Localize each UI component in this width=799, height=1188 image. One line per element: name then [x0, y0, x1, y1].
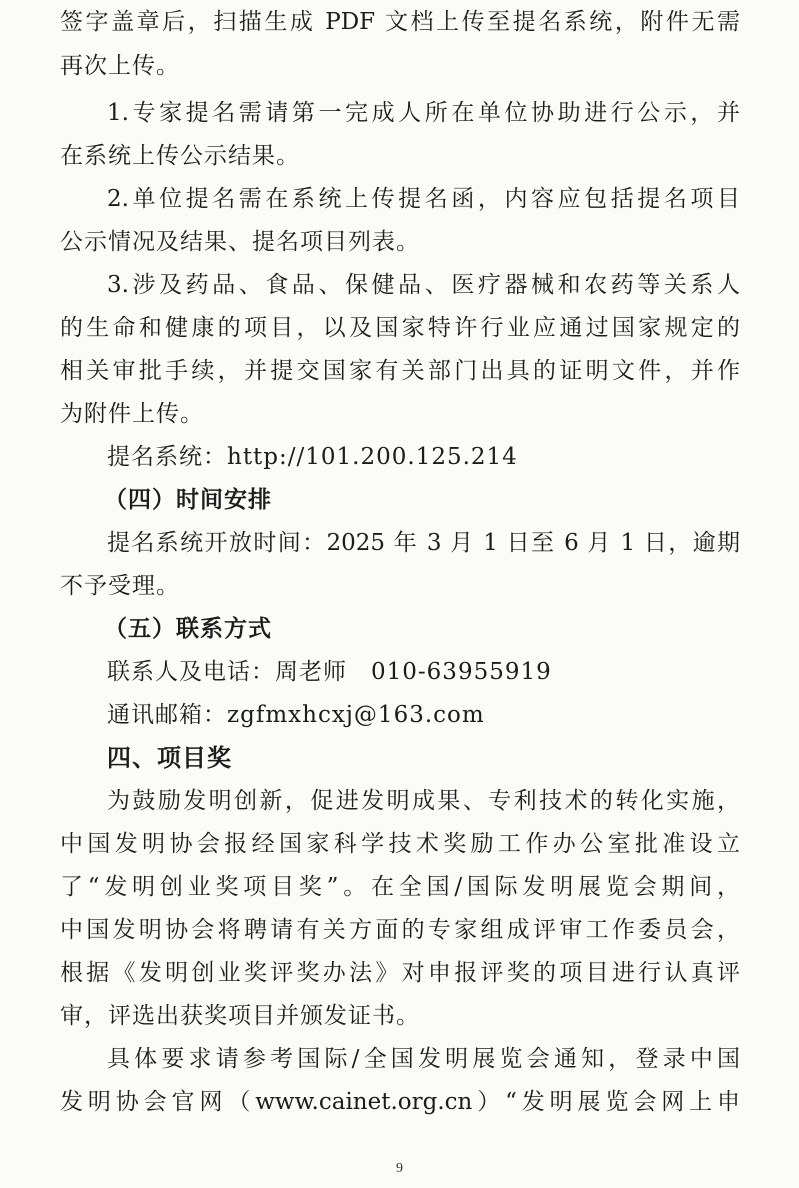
- text-line: 1.专家提名需请第一完成人所在单位协助进行公示，并: [107, 100, 740, 126]
- page-number: 9: [396, 1161, 403, 1176]
- text-line: 为附件上传。: [60, 401, 204, 427]
- text-line: 不予受理。: [60, 573, 180, 599]
- text-line: 中国发明协会报经国家科学技术奖励工作办公室批准设立: [60, 831, 740, 857]
- text-line: 通讯邮箱：zgfmxhcxj@163.com: [107, 702, 485, 728]
- text-line: 再次上传。: [60, 53, 180, 79]
- text-line: 相关审批手续，并提交国家有关部门出具的证明文件，并作: [60, 358, 740, 384]
- section-heading: （五）联系方式: [104, 616, 272, 642]
- text-line: 中国发明协会将聘请有关方面的专家组成评审工作委员会，: [60, 917, 740, 943]
- text-line: 具体要求请参考国际/全国发明展览会通知，登录中国: [107, 1046, 740, 1072]
- text-line: 根据《发明创业奖评奖办法》对申报评奖的项目进行认真评: [60, 960, 740, 986]
- text-line: 2.单位提名需在系统上传提名函，内容应包括提名项目: [107, 186, 740, 212]
- text-line: 公示情况及结果、提名项目列表。: [60, 229, 420, 255]
- text-line: 了“发明创业奖项目奖”。在全国/国际发明展览会期间，: [60, 874, 740, 900]
- text-line: 的生命和健康的项目，以及国家特许行业应通过国家规定的: [60, 315, 740, 341]
- text-line: 审，评选出获奖项目并颁发证书。: [60, 1003, 420, 1029]
- section-heading: （四）时间安排: [104, 487, 272, 513]
- text-line: 签字盖章后，扫描生成 PDF 文档上传至提名系统，附件无需: [60, 9, 740, 35]
- text-line: 发明协会官网（www.cainet.org.cn）“发明展览会网上申: [60, 1089, 740, 1115]
- text-line: 为鼓励发明创新，促进发明成果、专利技术的转化实施，: [107, 788, 740, 814]
- text-line: 在系统上传公示结果。: [60, 143, 300, 169]
- section-heading: 四、项目奖: [107, 744, 232, 772]
- text-line: 3.涉及药品、食品、保健品、医疗器械和农药等关系人: [107, 272, 740, 298]
- text-line: 联系人及电话：周老师 010-63955919: [107, 659, 552, 685]
- text-line: 提名系统：http://101.200.125.214: [107, 444, 518, 470]
- text-line: 提名系统开放时间：2025 年 3 月 1 日至 6 月 1 日，逾期: [107, 530, 740, 556]
